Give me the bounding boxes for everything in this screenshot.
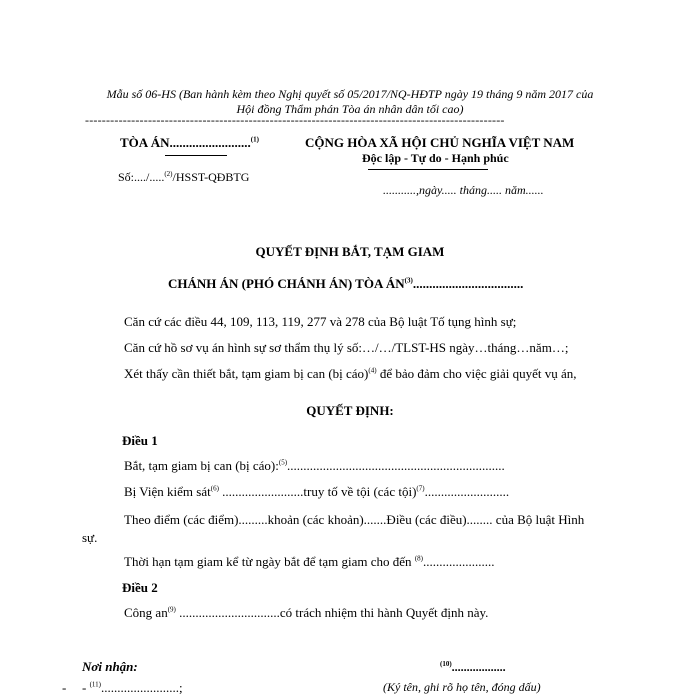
form-header-line2: Hội đồng Thẩm phán Tòa án nhân dân tối cao): [236, 102, 464, 116]
date-place-dots: ...........,: [383, 183, 419, 197]
article-1-arrest: [124, 458, 505, 474]
procuracy-charge: .........................truy tố về tội (các tội): [218, 484, 417, 499]
basis-line-3: [124, 366, 577, 382]
recipient-item-1-note: (11): [89, 680, 101, 689]
recipient-item-1: [82, 680, 183, 696]
procuracy-text: Bị Viện kiểm sát: [124, 484, 211, 499]
document-subtitle: [168, 276, 523, 292]
decision-number-suffix: /HSST-QĐBTG: [172, 170, 250, 184]
term-dots: ......................: [422, 554, 495, 569]
basis-line-3-a: Xét thấy cần thiết bắt, tạm giam bị can (bị cáo): [124, 366, 369, 381]
police-text: Công an: [124, 605, 168, 620]
court-name-text: TÒA ÁN.........................: [120, 135, 251, 150]
signature-title: [440, 660, 506, 675]
term-text: Thời hạn tạm giam kể từ ngày bắt để tạm giam cho đến: [124, 554, 415, 569]
article-2-police: [124, 605, 488, 621]
article-1-heading: Điều 1: [122, 433, 158, 448]
signature-dots: ..................: [451, 660, 506, 674]
article-2-heading: Điều 2: [122, 580, 158, 595]
decision-number-prefix: Số:..../.....: [118, 170, 165, 184]
motto-underline: [368, 169, 488, 170]
procuracy-dots: ..........................: [424, 484, 510, 499]
article-1-clause: Theo điểm (các điểm).........khoản (các khoản).......Điều (các điều)........ của Bộ luật Hình: [124, 512, 585, 527]
decision-number-note: (2): [164, 170, 173, 178]
arrest-note: (5): [278, 458, 288, 467]
decision-heading: QUYẾT ĐỊNH:: [306, 403, 394, 418]
arrest-dots: ...................................................................: [287, 458, 505, 473]
article-1-procuracy: [124, 484, 509, 500]
date-place-rest: ngày..... tháng..... năm......: [419, 183, 544, 197]
date-place: [383, 183, 544, 198]
subtitle-dots: ..................................: [412, 276, 524, 291]
court-note: (1): [250, 135, 259, 144]
form-header-line1: Mẫu số 06-HS (Ban hành kèm theo Nghị quyết số 05/2017/NQ-HĐTP ngày 19 tháng 9 năm 2017 của: [106, 87, 594, 101]
recipient-item-1-dash: -: [82, 680, 90, 695]
decision-number: [118, 170, 249, 185]
court-underline: [165, 155, 227, 156]
document-title: QUYẾT ĐỊNH BẮT, TẠM GIAM: [255, 244, 445, 259]
header-divider: ----------------------------------------------------------------------------------------------------: [85, 113, 505, 127]
subtitle-text: CHÁNH ÁN (PHÓ CHÁNH ÁN) TÒA ÁN: [168, 276, 405, 291]
recipients-bullet: -: [62, 680, 67, 695]
recipients-label: Nơi nhận:: [82, 659, 138, 674]
subtitle-note: (3): [404, 276, 413, 285]
nation-title: CỘNG HÒA XÃ HỘI CHỦ NGHĨA VIỆT NAM: [305, 135, 575, 150]
recipient-item-1-text: ........................;: [101, 680, 183, 695]
article-1-term: [124, 554, 494, 570]
court-name: [120, 135, 259, 151]
article-1-clause-wrap: sự.: [82, 530, 98, 545]
procuracy-note-1: (6): [210, 484, 219, 493]
basis-line-1: Căn cứ các điều 44, 109, 113, 119, 277 và 278 của Bộ luật Tố tụng hình sự;: [124, 314, 517, 329]
signature-instruction: (Ký tên, ghi rõ họ tên, đóng dấu): [383, 680, 541, 694]
basis-line-3-b: để bảo đảm cho việc giải quyết vụ án,: [376, 366, 577, 381]
police-dots: ...............................có trách nhiệm thi hành Quyết định này.: [175, 605, 489, 620]
basis-line-2: Căn cứ hồ sơ vụ án hình sự sơ thẩm thụ lý số:…/…/TLST-HS ngày…tháng…năm…;: [124, 340, 569, 355]
procuracy-note-2: (7): [416, 484, 425, 493]
police-note: (9): [167, 605, 176, 614]
nation-motto: Độc lập - Tự do - Hạnh phúc: [362, 151, 509, 165]
arrest-text: Bắt, tạm giam bị can (bị cáo):: [124, 458, 279, 473]
signature-note: (10): [440, 660, 452, 668]
term-note: (8): [414, 554, 423, 563]
basis-line-3-note: (4): [368, 366, 377, 375]
